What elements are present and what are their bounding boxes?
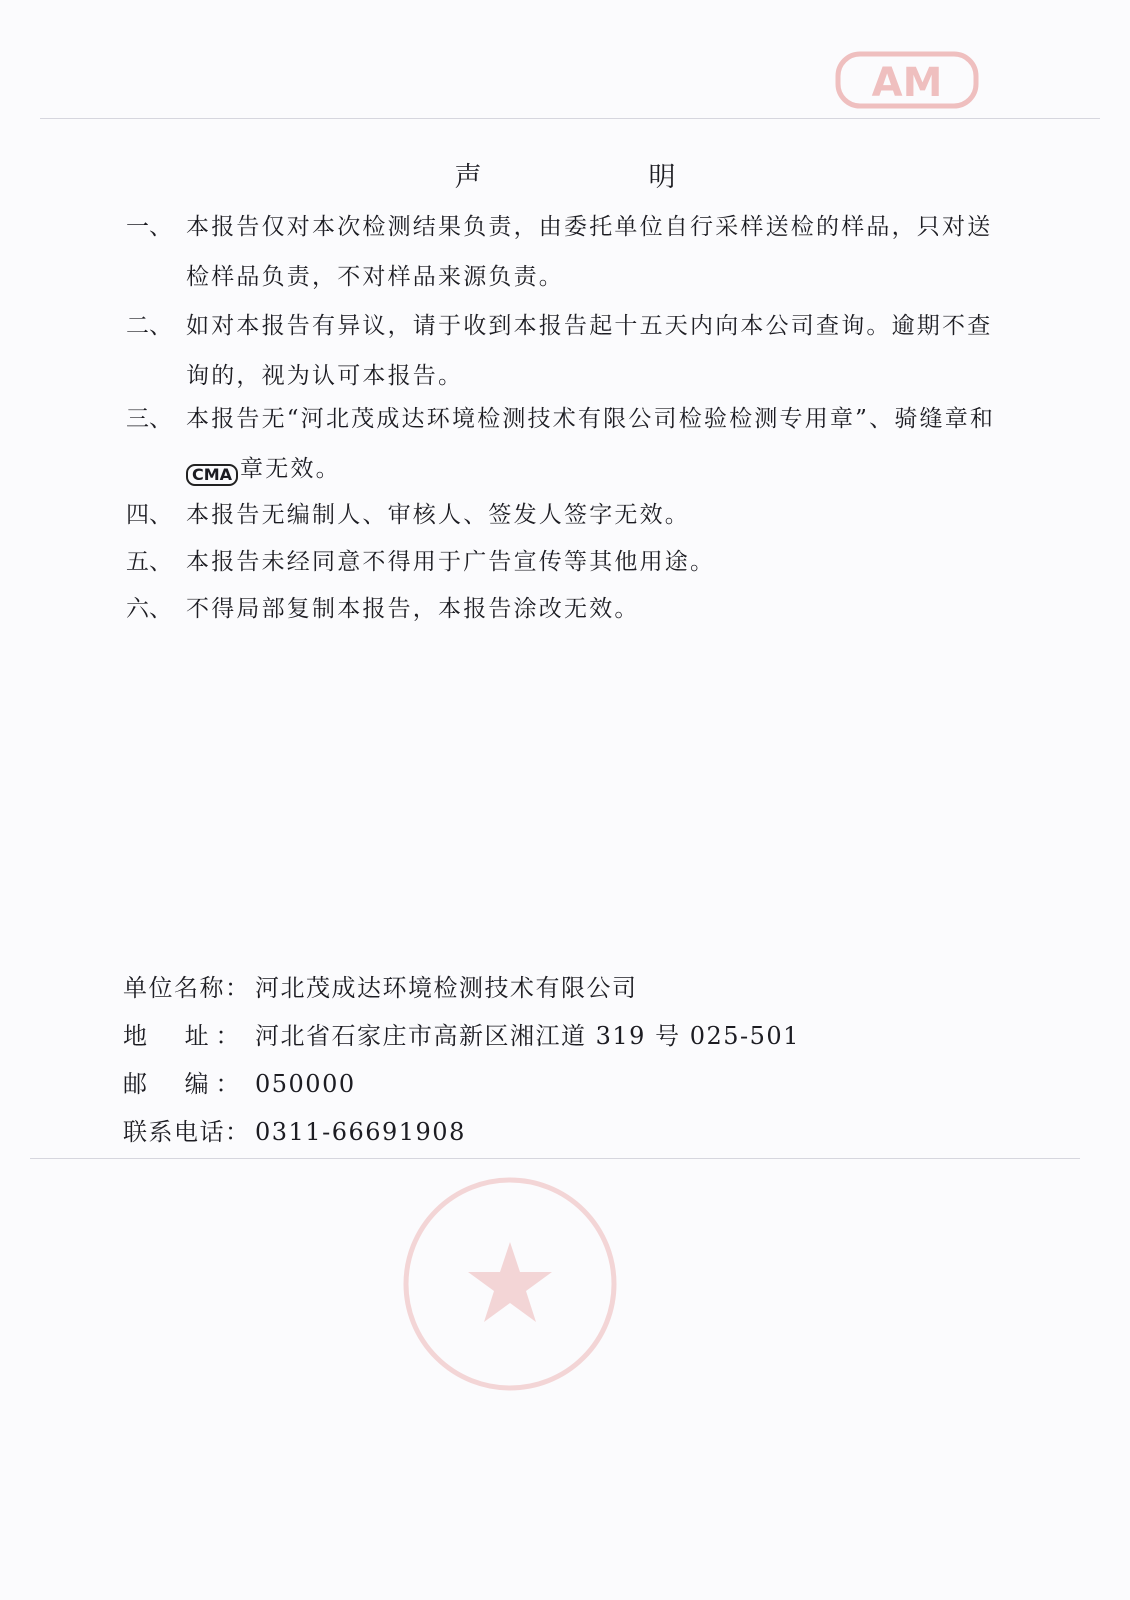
page-title: 声 明 <box>454 162 746 193</box>
info-value: 河北省石家庄市高新区湘江道 319 号 025-501 <box>255 1022 800 1050</box>
cma-mark-icon <box>832 44 982 114</box>
item-text: 不得局部复制本报告，本报告涂改无效。 <box>186 596 640 622</box>
statement-item-5 <box>126 537 1006 587</box>
item-number: 二、 <box>126 313 172 339</box>
cma-badge: CMA <box>186 464 238 486</box>
statement-item-4 <box>126 490 1006 540</box>
item-text-after: 章无效。 <box>240 456 341 482</box>
scan-line-top <box>40 118 1100 119</box>
address-row <box>123 1012 800 1060</box>
item-text: 本报告未经同意不得用于广告宣传等其他用途。 <box>186 549 716 575</box>
item-number: 一、 <box>126 214 172 240</box>
info-label: 地 址： <box>123 1022 241 1050</box>
info-label: 邮 编： <box>123 1070 241 1098</box>
info-value: 0311-66691908 <box>255 1118 466 1146</box>
statement-item-2 <box>126 301 1006 401</box>
info-label: 联系电话： <box>123 1118 251 1146</box>
item-text: 本报告无编制人、审核人、签发人签字无效。 <box>186 502 690 528</box>
item-text: 如对本报告有异议，请于收到本报告起十五天内向本公司查询。逾期不查询的，视为认可本报告。 <box>186 313 993 389</box>
svg-text:AM: AM <box>871 60 943 106</box>
company-name-row <box>123 964 638 1012</box>
item-number: 五、 <box>126 549 172 575</box>
item-text: 本报告仅对本次检测结果负责，由委托单位自行采样送检的样品，只对送检样品负责，不对样品来源负责。 <box>186 214 993 290</box>
info-value: 050000 <box>255 1070 356 1098</box>
item-number: 六、 <box>126 596 172 622</box>
company-seal-icon <box>398 1172 622 1396</box>
item-text-before: 本报告无“河北茂成达环境检测技术有限公司检验检测专用章”、骑缝章和 <box>186 406 996 432</box>
item-number: 四、 <box>126 502 172 528</box>
scan-line-bottom <box>30 1158 1080 1159</box>
info-label: 单位名称： <box>123 974 251 1002</box>
item-text <box>186 394 1006 494</box>
statement-item-3 <box>126 394 1006 494</box>
statement-item-6 <box>126 584 1006 634</box>
postcode-row <box>123 1060 356 1108</box>
statement-item-1 <box>126 202 1006 302</box>
info-value: 河北茂成达环境检测技术有限公司 <box>255 974 638 1002</box>
phone-row <box>123 1108 466 1156</box>
item-number: 三、 <box>126 406 172 432</box>
